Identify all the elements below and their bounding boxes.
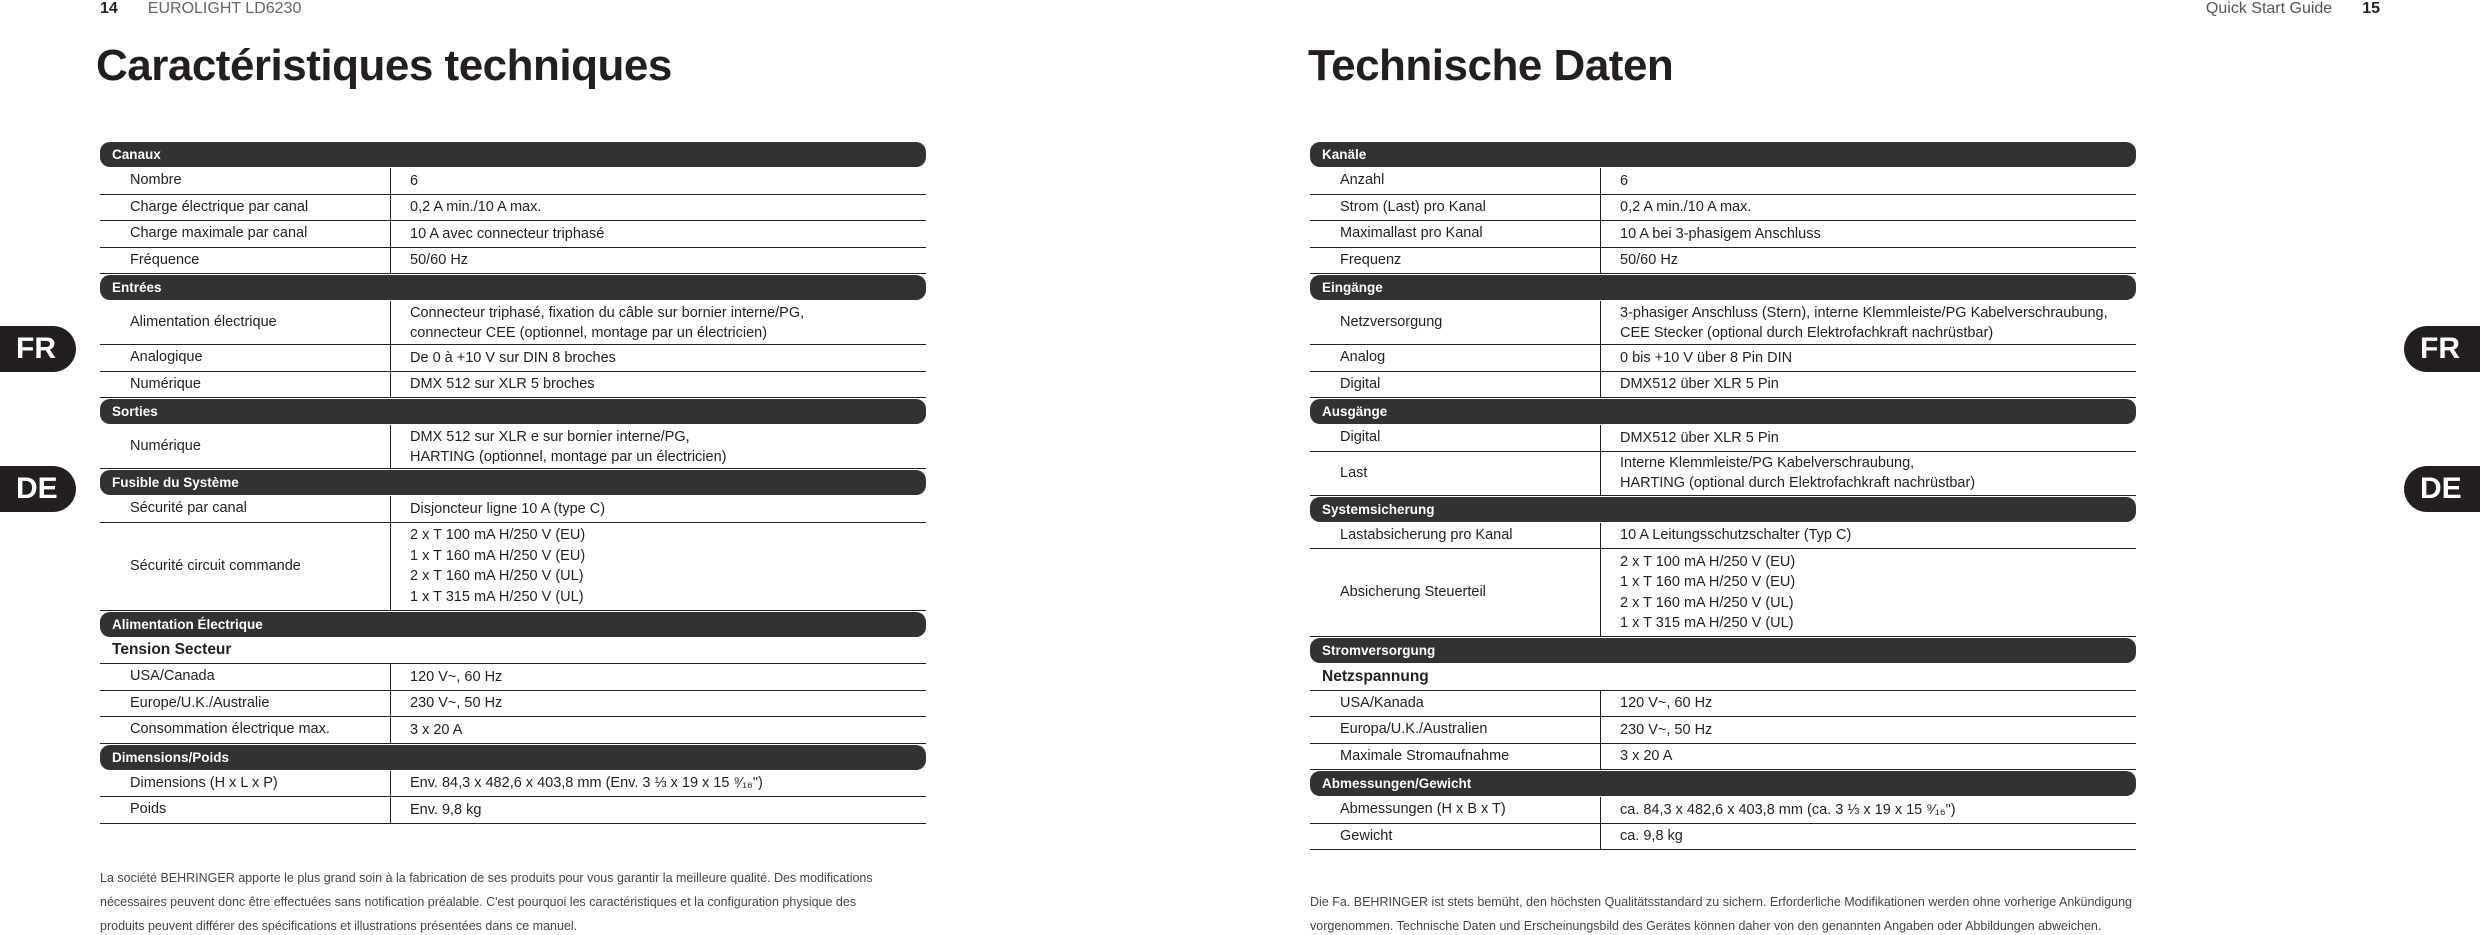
spec-value [1600,824,2136,850]
spec-value-line: HARTING (optionnel, montage par un électricien) [410,448,727,465]
spec-value [1600,691,2136,717]
spec-value-line: 10 A avec connecteur triphasé [410,225,605,242]
spec-value [390,221,926,247]
spec-value-line: 3 x 20 A [410,721,463,738]
spec-value [1600,452,2136,495]
spec-label: Fréquence [130,251,200,268]
spec-label: Dimensions (H x L x P) [130,774,278,791]
section-heading: Abmessungen/Gewicht [1310,771,2136,796]
spec-row [1310,168,2136,195]
spec-row [1310,691,2136,718]
section-subheading: Netzspannung [1310,664,2136,691]
section-heading: Alimentation Électrique [100,612,926,637]
spec-row [100,717,926,744]
section-heading: Dimensions/Poids [100,745,926,770]
spec-label: Numérique [130,438,201,454]
spec-value [390,691,926,717]
spec-label: Absicherung Steuerteil [1340,584,1486,600]
spec-value-line: 2 x T 100 mA H/250 V (EU) [1620,553,1796,570]
spec-label: Anzahl [1340,172,1385,189]
language-tab-fr-right: FR [2404,326,2480,372]
spec-value [1600,221,2136,247]
spec-row [100,372,926,399]
left-footer-disclaimer: La société BEHRINGER apporte le plus grand soin à la fabrication de ses produits pour vous garantir la meilleure qualité. Des modifications nécessaires peuvent donc être effectuées sans notification préalable. C'est pourquoi les caractéristiques et la configuration physique des produits peuvent différer des spécifications et illustrations présentées dans ce manuel. [100,871,873,933]
spec-row [1310,372,2136,399]
spec-value [390,664,926,690]
spec-value-line: HARTING (optional durch Elektrofachkraft nachrüstbar) [1620,475,1976,491]
spec-value-line: 6 [1620,172,1629,189]
section-heading: Systemsicherung [1310,497,2136,522]
spec-value [1600,523,2136,549]
spec-row [100,523,926,611]
spec-row [100,248,926,275]
spec-row [100,771,926,798]
spec-value-line: connecteur CEE (optionnel, montage par un électricien) [410,324,768,341]
spec-label: Numérique [130,375,201,392]
right-page-number: 15 [2362,0,2380,17]
right-spec-table [1310,141,2136,850]
spec-row [100,797,926,824]
spec-row [1310,523,2136,550]
spec-value-line: 2 x T 160 mA H/250 V (UL) [410,568,584,584]
spec-value [390,717,926,743]
spec-value-line: 230 V~, 50 Hz [410,695,503,711]
spec-value [1600,797,2136,823]
spec-value-line: 1 x T 315 mA H/250 V (UL) [410,588,584,605]
spec-label: Europe/U.K./Australie [130,694,270,711]
spec-row [1310,549,2136,637]
spec-value-line: DMX512 über XLR 5 Pin [1620,429,1779,446]
spec-row [1310,425,2136,452]
spec-value-line: 0,2 A min./10 A max. [1620,199,1752,215]
spec-label: Last [1340,464,1368,481]
spec-value [390,168,926,194]
spec-value-line: DMX512 über XLR 5 Pin [1620,376,1779,392]
spec-label: Strom (Last) pro Kanal [1340,198,1486,215]
spec-value-line: 50/60 Hz [410,252,469,268]
spec-value [390,496,926,522]
spec-row [100,425,926,469]
left-page-number: 14 [100,0,118,17]
spec-value-line: ca. 9,8 kg [1620,828,1683,844]
spec-label: Poids [130,801,167,818]
spec-value-line: 50/60 Hz [1620,252,1679,268]
spec-value-line: DMX 512 sur XLR e sur bornier interne/PG, [410,428,690,445]
spec-value-line: 120 V~, 60 Hz [1620,695,1713,711]
language-tab-de-left: DE [0,466,76,512]
spec-value-line: 120 V~, 60 Hz [410,668,503,685]
spec-value-line: Connecteur triphasé, fixation du câble sur bornier interne/PG, [410,304,805,321]
spec-label: Maximale Stromaufnahme [1340,747,1510,764]
spec-value-line: 3 x 20 A [1620,748,1673,764]
section-heading: Eingänge [1310,275,2136,300]
spec-row [1310,717,2136,744]
spec-value-line: 2 x T 100 mA H/250 V (EU) [410,527,586,543]
spec-value-line: 1 x T 315 mA H/250 V (UL) [1620,615,1794,631]
spec-value-line: 3-phasiger Anschluss (Stern), interne Klemmleiste/PG Kabelverschraubung, [1620,304,2108,321]
left-spec-table [100,141,926,824]
spec-value [390,523,926,610]
spec-value-line: Disjoncteur ligne 10 A (type C) [410,500,606,517]
spec-row [100,195,926,222]
spec-value-line: 1 x T 160 mA H/250 V (EU) [1620,574,1796,590]
spec-value [390,797,926,823]
spec-row [1310,824,2136,851]
section-heading: Entrées [100,275,926,300]
spec-label: Analog [1340,349,1386,366]
spec-value [390,425,926,468]
spec-value-line: ca. 84,3 x 482,6 x 403,8 mm (ca. 3 ⅓ x 19 x 15 ⁹⁄₁₆") [1620,801,1956,818]
spec-row [100,691,926,718]
left-page-header [100,0,301,18]
spec-value [1600,345,2136,371]
spec-label: Nombre [130,172,182,189]
spec-row [1310,345,2136,372]
spec-value-line: Env. 84,3 x 482,6 x 403,8 mm (Env. 3 ⅓ x 19 x 15 ⁹⁄₁₆") [410,775,763,791]
spec-row [1310,452,2136,496]
spec-row [100,168,926,195]
spec-value-line: 1 x T 160 mA H/250 V (EU) [410,547,586,564]
spec-label: Sécurité par canal [130,500,247,517]
spec-label: Lastabsicherung pro Kanal [1340,526,1513,543]
spec-value-line: 2 x T 160 mA H/250 V (UL) [1620,594,1794,611]
spec-label: Consommation électrique max. [130,721,330,738]
spec-value-line: 10 A bei 3-phasigem Anschluss [1620,225,1821,242]
spec-value-line: De 0 à +10 V sur DIN 8 broches [410,349,616,366]
spec-value-line: 0,2 A min./10 A max. [410,199,542,215]
section-heading: Sorties [100,399,926,424]
spec-value [390,345,926,371]
spec-row [100,664,926,691]
language-tab-de-right: DE [2404,466,2480,512]
spec-label: Abmessungen (H x B x T) [1340,801,1506,818]
spec-label: Netzversorgung [1340,314,1443,330]
spec-row [100,496,926,523]
spec-value [390,372,926,398]
spec-label: Charge électrique par canal [130,198,309,215]
spec-label: Gewicht [1340,827,1393,844]
left-page-title: Caractéristiques techniques [96,41,672,90]
section-heading: Kanäle [1310,142,2136,167]
section-heading: Canaux [100,142,926,167]
spec-label: Charge maximale par canal [130,225,308,242]
section-subheading: Tension Secteur [100,638,926,665]
spec-row [100,221,926,248]
spec-value [1600,372,2136,398]
spec-value [1600,248,2136,274]
spec-value [1600,195,2136,221]
spec-row [100,345,926,372]
section-heading: Stromversorgung [1310,638,2136,663]
spec-value [1600,301,2136,344]
spec-value [390,771,926,797]
right-page-title: Technische Daten [1308,41,1674,90]
spec-value [390,248,926,274]
spec-label: Analogique [130,349,203,366]
spec-row [1310,195,2136,222]
language-tab-fr-left: FR [0,326,76,372]
spec-row [1310,301,2136,345]
spec-label: Digital [1340,429,1381,446]
spec-value [1600,425,2136,451]
right-footer-disclaimer: Die Fa. BEHRINGER ist stets bemüht, den höchsten Qualitätsstandard zu sichern. Erforderliche Modifikationen werden ohne vorherige Ankündigung vorgenommen. Technische Daten und Erscheinungsbild des Gerätes können daher von den genannten Angaben oder Abbildungen abweichen. [1310,895,2132,933]
spec-value-line: 230 V~, 50 Hz [1620,721,1713,738]
section-heading: Ausgänge [1310,399,2136,424]
section-heading: Fusible du Système [100,470,926,495]
left-header-title: EUROLIGHT LD6230 [147,0,302,17]
right-page-header [2206,0,2380,18]
spec-value-line: 10 A Leitungsschutzschalter (Typ C) [1620,527,1852,543]
spec-label: USA/Kanada [1340,694,1424,711]
spec-label: Digital [1340,375,1381,392]
right-header-title: Quick Start Guide [2205,0,2333,17]
spec-label: USA/Canada [130,668,215,685]
spec-row [1310,797,2136,824]
spec-value [1600,717,2136,743]
spec-value [390,195,926,221]
spec-label: Alimentation électrique [130,314,277,330]
spec-label: Frequenz [1340,251,1402,268]
spec-value-line: Interne Klemmleiste/PG Kabelverschraubung, [1620,455,1915,471]
spec-row [1310,221,2136,248]
spec-row [1310,248,2136,275]
spec-label: Europa/U.K./Australien [1340,721,1488,738]
spec-value [1600,168,2136,194]
spec-value-line: Env. 9,8 kg [410,801,482,818]
spec-value [390,301,926,344]
spec-value-line: 6 [410,172,419,189]
spec-value [1600,549,2136,636]
spec-value-line: 0 bis +10 V über 8 Pin DIN [1620,349,1793,366]
spec-value-line: DMX 512 sur XLR 5 broches [410,376,595,392]
spec-row [1310,744,2136,771]
spec-label: Sécurité circuit commande [130,557,301,574]
spec-value-line: CEE Stecker (optional durch Elektrofachkraft nachrüstbar) [1620,324,1994,341]
spec-label: Maximallast pro Kanal [1340,225,1483,242]
spec-row [100,301,926,345]
spec-value [1600,744,2136,770]
